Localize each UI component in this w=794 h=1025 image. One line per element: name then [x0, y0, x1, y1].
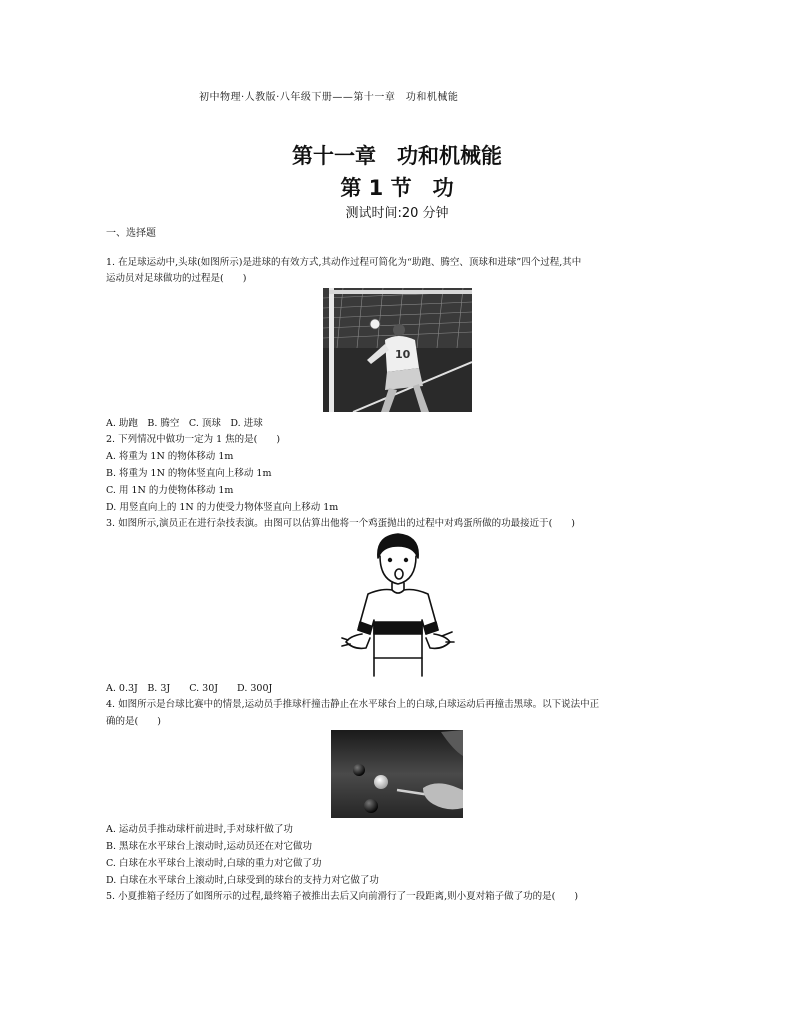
q2-option-a: A. 将重为 1N 的物体移动 1m	[106, 451, 234, 462]
test-time: 测试时间:20 分钟	[345, 206, 449, 221]
q1-stem-line1: 1. 在足球运动中,头球(如图所示)是进球的有效方式,其动作过程可简化为“助跑、腾空、顶球和进球”四个过程,其中	[106, 257, 582, 268]
q3-stem: 3. 如图所示,演员正在进行杂技表演。由图可以估算出他将一个鸡蛋抛出的过程中对鸡蛋所做的功最接近于( )	[106, 518, 576, 529]
q2-stem: 2. 下列情况中做功一定为 1 焦的是( )	[106, 434, 281, 445]
soccer-header-photo	[323, 288, 472, 412]
q1-options: A. 助跑 B. 腾空 C. 顶球 D. 进球	[106, 418, 263, 429]
juggler-drawing	[338, 530, 456, 680]
running-header: 初中物理·人教版·八年级下册——第十一章 功和机械能	[199, 92, 459, 103]
q5-stem: 5. 小夏推箱子经历了如图所示的过程,最终箱子被推出去后又向前滑行了一段距离,则小夏对箱子做了功的是( )	[106, 891, 579, 902]
q4-option-d: D. 白球在水平球台上滚动时,白球受到的球台的支持力对它做了功	[106, 875, 379, 886]
billiards-photo	[331, 730, 463, 818]
q4-stem-line2: 确的是( )	[106, 716, 161, 727]
q2-option-d: D. 用竖直向上的 1N 的力使受力物体竖直向上移动 1m	[106, 502, 339, 513]
jersey-number: 10	[395, 348, 411, 361]
q4-option-c: C. 白球在水平球台上滚动时,白球的重力对它做了功	[106, 858, 322, 869]
q1-stem-line2: 运动员对足球做功的过程是( )	[106, 273, 247, 284]
chapter-title: 第十一章 功和机械能	[292, 144, 502, 168]
section-title: 第 1 节 功	[340, 176, 454, 200]
q4-option-b: B. 黑球在水平球台上滚动时,运动员还在对它做功	[106, 841, 313, 852]
q3-options: A. 0.3J B. 3J C. 30J D. 300J	[106, 683, 273, 694]
q4-option-a: A. 运动员手推动球杆前进时,手对球杆做了功	[106, 824, 293, 835]
q4-stem-line1: 4. 如图所示是台球比赛中的情景,运动员手推球杆撞击静止在水平球台上的白球,白球运动后再撞击黑球。以下说法中正	[106, 699, 600, 710]
section-label: 一、选择题	[106, 228, 156, 239]
q2-option-c: C. 用 1N 的力使物体移动 1m	[106, 485, 234, 496]
q2-option-b: B. 将重为 1N 的物体竖直向上移动 1m	[106, 468, 272, 479]
